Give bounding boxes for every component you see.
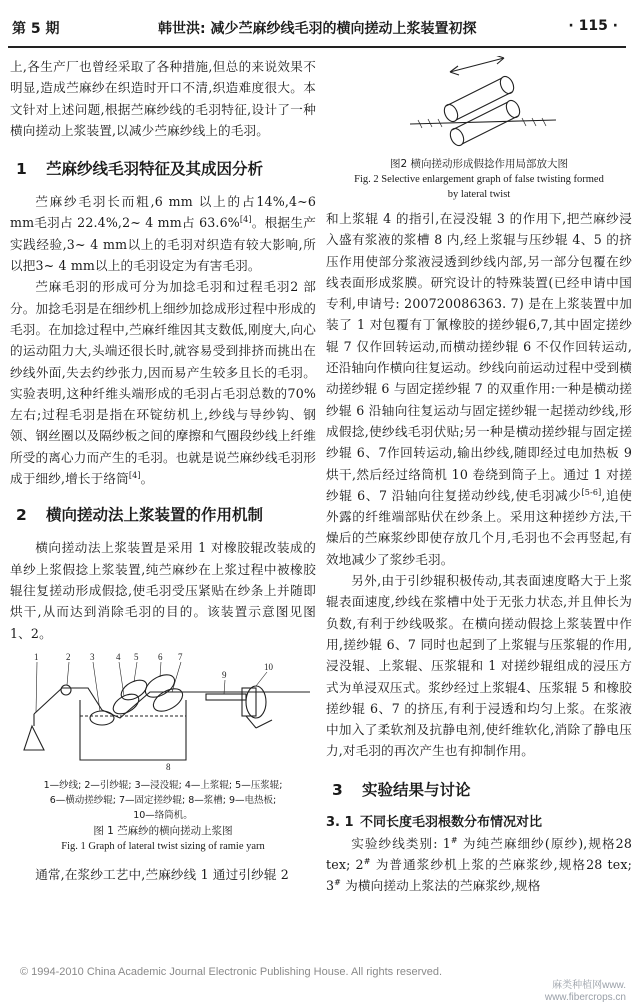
subsection-number: 3. 1	[326, 814, 354, 830]
immersion-roller	[90, 711, 114, 725]
paragraph-hairiness-formation: 苎麻毛羽的形成可分为加捻毛羽和过程毛羽2 部分。加捻毛羽是在细纱机上细纱加捻成形过程中形成的毛羽。在加捻过程中,苎麻纤维因其支数低,刚度大,向心的运动阻力大,头端还很长时,就容易受到排挤而挑出在纱线外面,失去约纱张力,因而易产生较多且长的毛羽。实验表明,这种纤维头端形成的毛羽占毛羽总数的70% 左右;过程毛羽是指在环锭纺机上,纱线与导纱钩、钢领、钢丝圈以及隔纱板之间的摩擦和气圈段纱线上纤维所受的离心力而产生的毛羽。也就是说苎麻纱线毛羽形成于细纱,增长于络筒[4]。	[10, 279, 316, 487]
guide-roller	[61, 685, 71, 695]
intro-paragraph: 上,各生产厂也曾经采取了各种措施,但总的来说效果不明显,造成苎麻纱在织造时开口不清,织造难度很大。本文针对上述问题,根据苎麻纱线的毛羽特征,设计了一种横向搓动上浆装置,以减少苎麻纱线上的毛羽。	[10, 59, 316, 138]
subsection-title: 不同长度毛羽根数分布情况对比	[360, 814, 543, 830]
section-number: 2	[16, 506, 27, 525]
yarn-path	[34, 688, 310, 718]
paragraph-yarn-categories: 实验纱线类别: 1# 为纯苎麻细纱(原纱),规格28 tex; 2# 为普通浆纱机上浆的苎麻浆纱,规格28 tex; 3# 为横向搓动上浆法的苎麻浆纱,规格	[326, 835, 633, 894]
section-2-heading	[10, 503, 316, 527]
fixed-rubbing-roller	[150, 684, 187, 716]
page-number: · 115 ·	[568, 18, 618, 34]
section-title: 苎麻纱线毛羽特征及其成因分析	[46, 160, 264, 179]
figure-1-callout: 2	[66, 651, 71, 662]
figure-1-caption: 图 1 苎麻纱的横向搓动上浆图	[93, 824, 233, 837]
figure-1-legend-line: 10—络筒机。	[133, 809, 193, 821]
figure-2-caption-en-line2: by lateral twist	[447, 189, 511, 200]
issue-number: 第 5 期	[12, 21, 60, 37]
figure-1-callout: 3	[90, 651, 95, 662]
section-1-heading	[10, 157, 316, 181]
section-title: 横向搓动法上浆装置的作用机制	[46, 506, 264, 525]
citation: [4]	[128, 470, 141, 480]
figure-1-callout: 7	[178, 651, 183, 662]
figure-2-caption-en: Fig. 2 Selective enlargement graph of false twisting formed	[354, 174, 604, 185]
section-number: 1	[16, 160, 27, 179]
paragraph-process-start: 通常,在浆纱工艺中,苎麻纱线 1 通过引纱辊 2	[35, 866, 289, 882]
figure-1-callout: 4	[116, 651, 121, 662]
yarn-cone	[24, 726, 44, 750]
figure-1-caption-en: Fig. 1 Graph of lateral twist sizing of ramie yarn	[61, 840, 265, 852]
paragraph-additional-effects: 另外,由于引纱辊积极传动,其表面速度略大于上浆辊表面速度,纱线在浆槽中处于无张力状态,并且伸长为负数,有利于纱线吸浆。在横向搓动假捻上浆装置中作用,搓纱辊 6、7 同时也起到了上浆辊与压浆辊的作用,浸没辊、上浆辊、压浆辊和 1 对搓纱辊组成的浸压方式为单浸双压式。浆纱经过上浆辊4、压浆辊 5 和橡胶搓纱辊 6、7 的挤压,有利于浸透和均匀上浆。在浆液中加入了柔软剂及抗静电剂,使纤维软化,消除了静电压力,对毛羽的再次产生也有抑制作用。	[326, 573, 632, 759]
figure-1-diagram	[10, 648, 316, 778]
figure-2-caption: 图2 横向搓动形成假捻作用局部放大图	[389, 158, 569, 170]
section-3-heading	[326, 778, 632, 802]
right-column	[326, 56, 632, 897]
running-header	[8, 6, 626, 48]
paragraph-device-description: 和上浆辊 4 的指引,在浸没辊 3 的作用下,把苎麻纱浸入盛有浆液的浆槽 8 内,经上浆辊与压纱辊 4、5 的挤压作用使部分浆液浸透到纱线内部,另一部分包覆在纱线表面形成浆膜。研究设计的特殊装置(已经申请中国专利,申请号: 200720086363. 7) 是在上浆装置中加装了 1 对包覆有丁氰橡胶的搓纱辊6,7,其中固定搓纱辊 7 仅作回转运动,而横动搓纱辊 6 不仅作回转运动,还沿轴向作横向往复运动。纱线向前运动过程中受到横动搓纱辊 6 与固定搓纱辊 7 的双重作用:一种是横动搓纱辊 6 沿轴向往复运动与固定搓纱辊一起搓动纱线,形成假捻,使纱线毛羽伏贴;另一种是横动搓纱辊与固定搓纱辊 6、7作回转运动,输出纱线,随即经过电加热板 9 烘干,然后经过络筒机 10 卷绕到筒子上。通过 1 对搓纱辊 6、7 沿轴向往复搓动纱线,使毛羽减少[5-6],追使外露的纤维端部贴伏在纱条上。采用这种搓纱方法,干燥后的苎麻浆纱即使存放几个月,毛羽也不会再竖起,有效地减少了浆纱毛羽。	[326, 211, 632, 567]
paragraph-mechanism: 横向搓动法上浆装置是采用 1 对橡胶辊改装成的单纱上浆假捻上浆装置,纯苎麻纱在上浆过程中被橡胶辊往复搓动形成假捻,使毛羽受压紧贴在纱条上并随即烘干,从而达到消除毛羽的目的。该装置示意图见图 1、2。	[10, 540, 316, 641]
section-title: 实验结果与讨论	[362, 780, 471, 799]
figure-1-callout: 8	[166, 761, 171, 772]
figure-1-legend-line: 6—横动搓纱辊; 7—固定搓纱辊; 8—浆槽; 9—电热板;	[49, 794, 277, 806]
figure-1-callout: 9	[222, 669, 227, 680]
running-title: 韩世洪: 减少苎麻纱线毛羽的横向搓动上浆装置初探	[158, 21, 477, 37]
figure-1-callout: 10	[264, 661, 273, 672]
heating-plate	[206, 694, 246, 700]
section-number: 3	[332, 780, 343, 799]
traverse-arrow	[450, 58, 504, 72]
copyright-footer: © 1994-2010 China Academic Journal Electronic Publishing House. All rights reserved.	[20, 966, 443, 978]
figure-1-callout: 6	[158, 651, 163, 662]
site-watermark: 麻类种植网www. www.fibercrops.cn	[544, 980, 626, 1003]
sizing-roller	[110, 690, 142, 718]
left-column	[10, 56, 316, 885]
figure-1-callout: 5	[134, 651, 139, 662]
citation: [5-6]	[581, 487, 602, 497]
figure-2-diagram	[326, 56, 632, 156]
paragraph-hairiness-length: 苎麻纱毛羽长而粗,6 mm 以上的占14%,4~6 mm毛羽占 22.4%,2~ 4 mm占 63.6%[4]。根据生产实践经验,3~ 4 mm以上的毛羽对织造有较大影响,所以把3~ 4 mm以上的毛羽设定为有害毛羽。	[10, 194, 316, 274]
subsection-3-1-heading	[326, 812, 632, 833]
upper-roller	[446, 78, 512, 120]
figure-1-callout: 1	[34, 651, 39, 662]
citation: [4]	[239, 215, 252, 225]
figure-1-legend-line: 1—纱线; 2—引纱辊; 3—浸没辊; 4—上浆辊; 5—压浆辊;	[43, 779, 283, 791]
